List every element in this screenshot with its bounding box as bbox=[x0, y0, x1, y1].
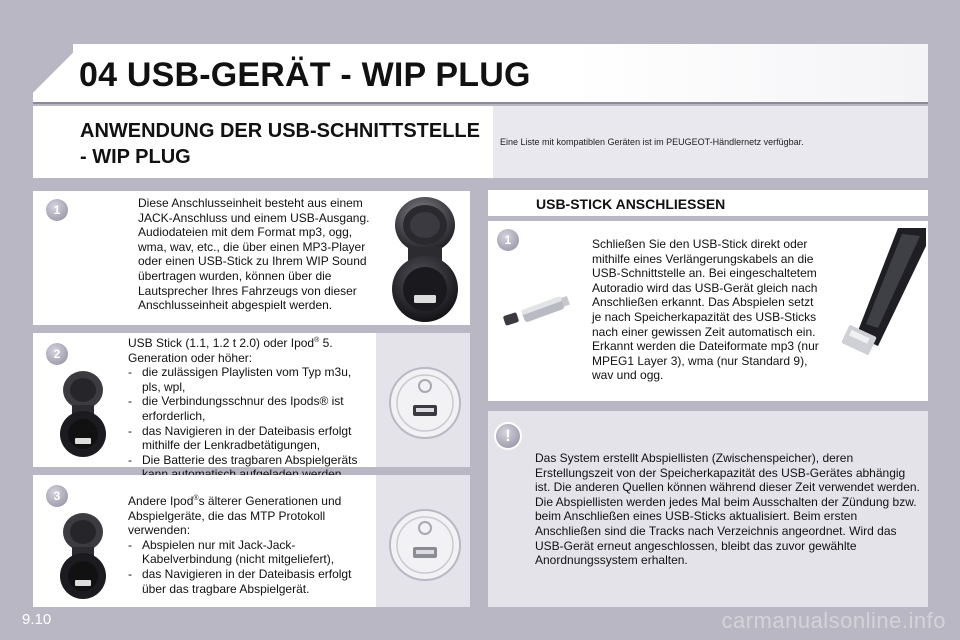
step-badge-3: 3 bbox=[46, 485, 68, 507]
step-badge-1: 1 bbox=[46, 199, 68, 221]
list-item: - die Verbindungsschnur des Ipods® ist erforderlich, bbox=[128, 394, 372, 423]
socket-small-icon bbox=[58, 512, 108, 602]
usb-section-heading: USB-STICK ANSCHLIESSEN bbox=[536, 196, 726, 212]
warning-text: Das System erstellt Abspiellisten (Zwischenspeicher), deren Erstellungszeit von der Speicherkapazität des USB-Gerätes abhängig ist. Die anderen Quellen können während dieser Zeit verwendet werden. Die Abspiellisten werden jedes Mal beim Ausschalten der Zündung bzw. beim Anschließen eines USB-Sticks aktualisiert. Beim ersten Anschließen sind die Tracks nach Verzeichnis angeordnet. Wird das USB-Gerät erneut angeschlossen, bleibt das zuvor gewählte Anordnungssystem erhalten. bbox=[535, 451, 920, 568]
list-item: - Die Batterie des tragbaren Abspielgeräts bbox=[128, 453, 372, 482]
step-2-text: USB Stick (1.1, 1.2 t 2.0) oder Ipod® 5. Generation oder höher: - die zulässigen Playlisten vom Typ m3u, pls, wpl, - die Verbindungsschnur des Ipods® ist erforderlich, - das Navigieren in der Dateibasis erfolgt mithilfe der Lenkradbetätigungen, - Die Batterie des tragbaren Abspielgeräts bbox=[128, 336, 372, 482]
page-title: 04 USB-GERÄT - WIP PLUG bbox=[79, 56, 531, 94]
watermark: carmanualsonline.info bbox=[721, 608, 946, 633]
page-number: 9.10 bbox=[22, 611, 52, 628]
list-item: - Abspielen nur mit Jack-Jack-Kabelverbindung (nicht mitgeliefert), bbox=[128, 538, 372, 567]
step-3-text: Andere Ipod®s älterer Generationen und Abspielgeräte, die das MTP Protokoll verwenden: - Abspielen nur mit Jack-Jack-Kabelverbindung (nicht mitgeliefert), - das Navigieren in der Dateibasis erfolgt über das tragbare Abspielgerät. bbox=[128, 494, 372, 596]
socket-small-icon bbox=[58, 370, 108, 460]
wip-plug-socket-icon bbox=[386, 195, 464, 323]
section-title: ANWENDUNG DER USB-SCHNITTSTELLE - WIP PLUG bbox=[80, 120, 480, 168]
usb-stick-icon bbox=[500, 290, 572, 330]
step-1-text: Diese Anschlusseinheit besteht aus einem JACK-Anschluss und einem USB-Ausgang. Audiodateien mit dem Format mp3, ogg, wma, wav, etc., die über einen MP3-Player oder einen USB-Stick zu Ihrem WIP Sound übertragen wurden, können über die Lautsprecher Ihres Fahrzeugs von dieser Anschlusseinheit abgespielt werden. bbox=[138, 196, 370, 313]
step-badge-2: 2 bbox=[46, 343, 68, 365]
list-item: - das Navigieren in der Dateibasis erfolgt mithilfe der Lenkradbetätigungen, bbox=[128, 424, 372, 453]
list-item: - das Navigieren in der Dateibasis erfolgt über das tragbare Abspielgerät. bbox=[128, 567, 372, 596]
socket-diagram-icon bbox=[386, 504, 464, 586]
warning-icon: ! bbox=[496, 424, 520, 448]
socket-diagram-icon bbox=[386, 362, 464, 444]
list-item: - die zulässigen Playlisten vom Typ m3u, pls, wpl, bbox=[128, 365, 372, 394]
usb-step-badge-1: 1 bbox=[497, 229, 519, 251]
usb-step-1-text: Schließen Sie den USB-Stick direkt oder mithilfe eines Verlängerungskabels an die USB-Schnittstelle an. Bei eingeschaltetem Autoradio wird das USB-Gerät gleich nach Anschließen erkannt. Das Abspielen setzt je nach Speicherkapazität des USB-Sticks nach einer gewissen Zeit automatisch ein. Erkannt werden die Dateiformate mp3 (nur MPEG1 Layer 3), wma (nur Standard 9), wav und ogg. bbox=[592, 237, 819, 383]
usb-extension-cable-icon bbox=[838, 228, 926, 358]
compatibility-note: Eine Liste mit kompatiblen Geräten ist im PEUGEOT-Händlernetz verfügbar. bbox=[500, 137, 804, 147]
